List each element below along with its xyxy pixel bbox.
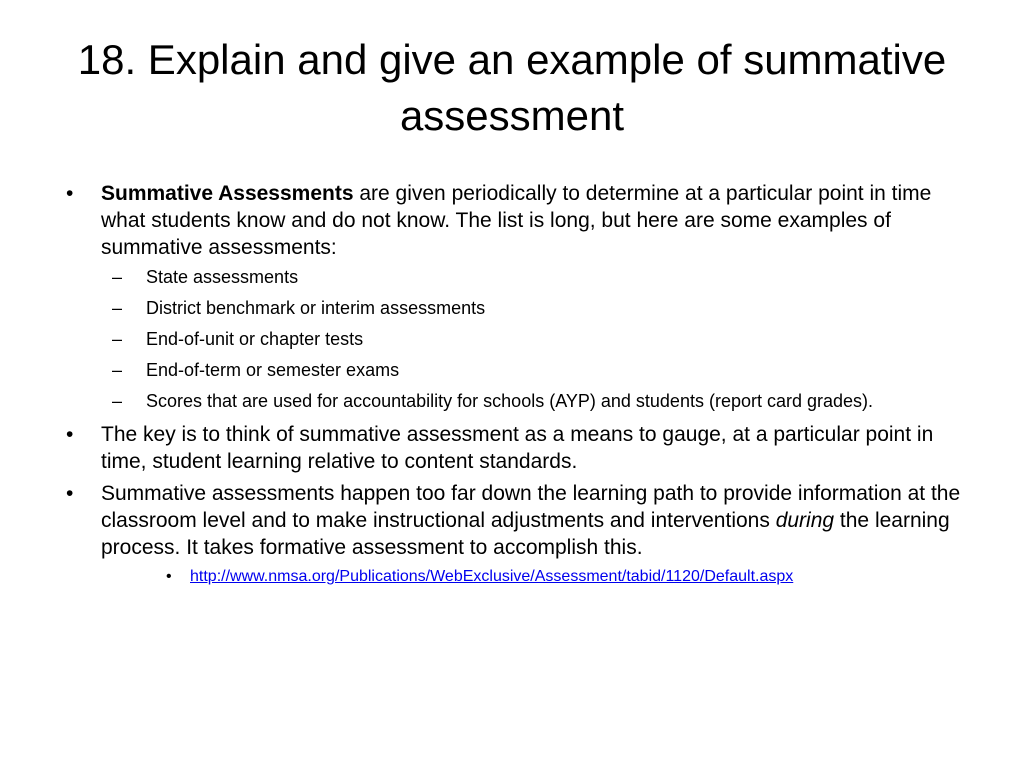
dash-marker: –: [112, 360, 123, 380]
bullet-marker: •: [66, 423, 74, 446]
example-item: [66, 390, 966, 413]
dash-marker: –: [112, 267, 123, 287]
example-text: State assessments: [146, 267, 299, 287]
example-item: [66, 297, 966, 320]
slide-body: [66, 180, 966, 588]
example-text: End-of-unit or chapter tests: [146, 329, 364, 349]
bullet-marker: •: [166, 568, 172, 585]
bullet-text: are given periodically to determine at a particular point in time what students know and do not know. The list is long, but here are some examples of summative assessments:: [101, 182, 932, 259]
bold-term: Summative Assessments: [101, 182, 354, 205]
example-text: Scores that are used for accountability for schools (AYP) and students (report card grades).: [146, 391, 874, 411]
example-text: End-of-term or semester exams: [146, 360, 400, 380]
bullet-text-end: the learning process. It takes formative assessment to accomplish this.: [101, 509, 950, 559]
bullet-marker: •: [66, 482, 74, 505]
dash-marker: –: [112, 298, 123, 318]
slide-title: 18. Explain and give an example of summative assessment: [77, 36, 947, 139]
italic-term: during: [775, 509, 835, 532]
bullet-text: The key is to think of summative assessment as a means to gauge, at a particular point in time, student learning relative to content standards.: [101, 423, 934, 473]
example-item: [66, 359, 966, 382]
bullet-key-idea: [66, 421, 966, 475]
bullet-learning-path: [66, 480, 966, 561]
example-item: [66, 328, 966, 351]
reference-item: [66, 566, 966, 588]
bullet-text-start: Summative assessments happen too far down the learning path to provide information at the classroom level and to make instructional adjustments and interventions: [101, 482, 961, 532]
reference-link[interactable]: http://www.nmsa.org/Publications/WebExclusive/Assessment/tabid/1120/Default.aspx: [190, 568, 794, 585]
example-text: District benchmark or interim assessments: [146, 298, 486, 318]
bullet-summative-definition: [66, 180, 966, 261]
dash-marker: –: [112, 391, 123, 411]
bullet-marker: •: [66, 182, 74, 205]
example-item: [66, 266, 966, 289]
dash-marker: –: [112, 329, 123, 349]
